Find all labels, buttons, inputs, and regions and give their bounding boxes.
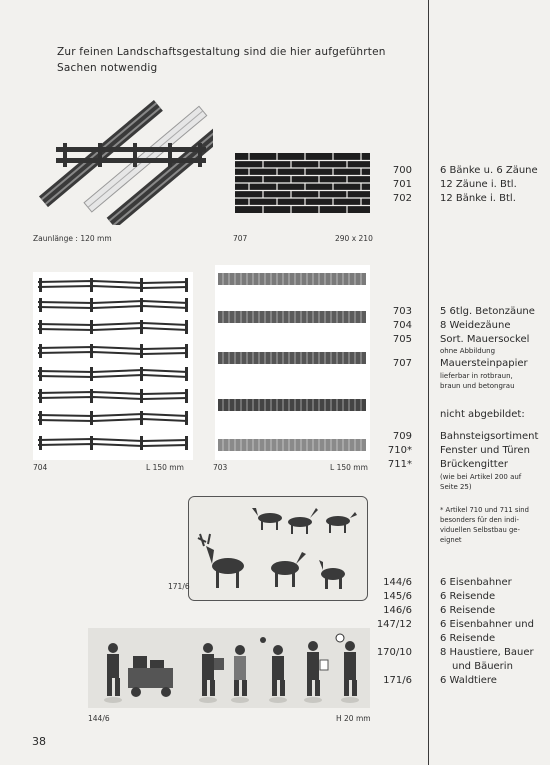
item-num-704: 704 (392, 320, 412, 331)
item-note-707-a: lieferbar in rotbraun, (440, 372, 513, 380)
caption-703: 703 (213, 463, 228, 472)
item-desc-704: 8 Weidezäune (440, 320, 511, 331)
footnote-line-3: viduellen Selbstbau ge- (440, 526, 520, 534)
caption-704-length: L 150 mm (146, 463, 184, 472)
intro-line-2: Sachen notwendig (57, 62, 158, 74)
item-desc-144-6: 6 Eisenbahner (440, 577, 512, 588)
item-desc-147-12-a: 6 Eisenbahner und (440, 619, 534, 630)
concrete-fence-figure (215, 265, 370, 460)
intro-line-1: Zur feinen Landschaftsgestaltung sind die hier aufgeführten (57, 46, 386, 58)
item-num-702: 702 (392, 193, 412, 204)
item-desc-170-10-a: 8 Haustiere, Bauer (440, 647, 534, 658)
item-desc-701: 12 Zäune i. Btl. (440, 179, 517, 190)
caption-704: 704 (33, 463, 48, 472)
item-desc-707: Mauersteinpapier (440, 358, 528, 369)
item-desc-171-6: 6 Waldtiere (440, 675, 497, 686)
intro-text (57, 44, 417, 76)
caption-707: 707 (233, 234, 248, 243)
caption-zaun-length: Zaunlänge : 120 mm (33, 234, 112, 243)
footnote-line-2: besonders für den indi- (440, 516, 519, 524)
item-desc-702: 12 Bänke i. Btl. (440, 193, 516, 204)
item-note-711-a: (wie bei Artikel 200 auf (440, 473, 522, 481)
pasture-fence-figure (33, 272, 193, 460)
fence-bench-figure (38, 100, 213, 225)
item-desc-147-12-b: 6 Reisende (440, 633, 496, 644)
caption-171-6: 171/6 (168, 582, 190, 591)
item-desc-703: 5 6tlg. Betonzäune (440, 306, 535, 317)
item-desc-170-10-b: und Bäuerin (452, 661, 513, 672)
item-num-710: 710* (387, 445, 412, 456)
item-num-171-6: 171/6 (383, 675, 412, 686)
item-desc-145-6: 6 Reisende (440, 591, 496, 602)
item-num-711: 711* (387, 459, 412, 470)
item-note-711-b: Seite 25) (440, 483, 472, 491)
item-num-707: 707 (392, 358, 412, 369)
column-divider (428, 0, 429, 765)
item-note-707-b: braun und betongrau (440, 382, 515, 390)
item-desc-709: Bahnsteigsortiment (440, 431, 539, 442)
item-num-147-12: 147/12 (376, 619, 412, 630)
item-desc-146-6: 6 Reisende (440, 605, 496, 616)
railway-workers-figure (88, 628, 370, 708)
item-desc-700: 6 Bänke u. 6 Zäune (440, 165, 538, 176)
item-num-701: 701 (392, 179, 412, 190)
not-shown-heading: nicht abgebildet: (440, 409, 525, 420)
caption-144-height: H 20 mm (336, 714, 371, 723)
caption-703-length: L 150 mm (330, 463, 368, 472)
footnote-line-1: * Artikel 710 und 711 sind (440, 506, 529, 514)
item-num-705: 705 (392, 334, 412, 345)
item-desc-711: Brückengitter (440, 459, 508, 470)
item-num-170-10: 170/10 (376, 647, 412, 658)
item-num-709: 709 (392, 431, 412, 442)
item-num-145-6: 145/6 (383, 591, 412, 602)
item-num-703: 703 (392, 306, 412, 317)
brick-paper-figure (235, 153, 370, 213)
footnote-line-4: eignet (440, 536, 462, 544)
item-desc-710: Fenster und Türen (440, 445, 530, 456)
caption-707-size: 290 x 210 (335, 234, 373, 243)
caption-144-6: 144/6 (88, 714, 110, 723)
item-num-700: 700 (392, 165, 412, 176)
forest-animals-figure (188, 496, 368, 601)
item-desc-705: Sort. Mauersockel (440, 334, 530, 345)
item-num-146-6: 146/6 (383, 605, 412, 616)
item-num-144-6: 144/6 (383, 577, 412, 588)
page-number: 38 (32, 735, 46, 748)
item-note-705: ohne Abbildung (440, 347, 496, 355)
